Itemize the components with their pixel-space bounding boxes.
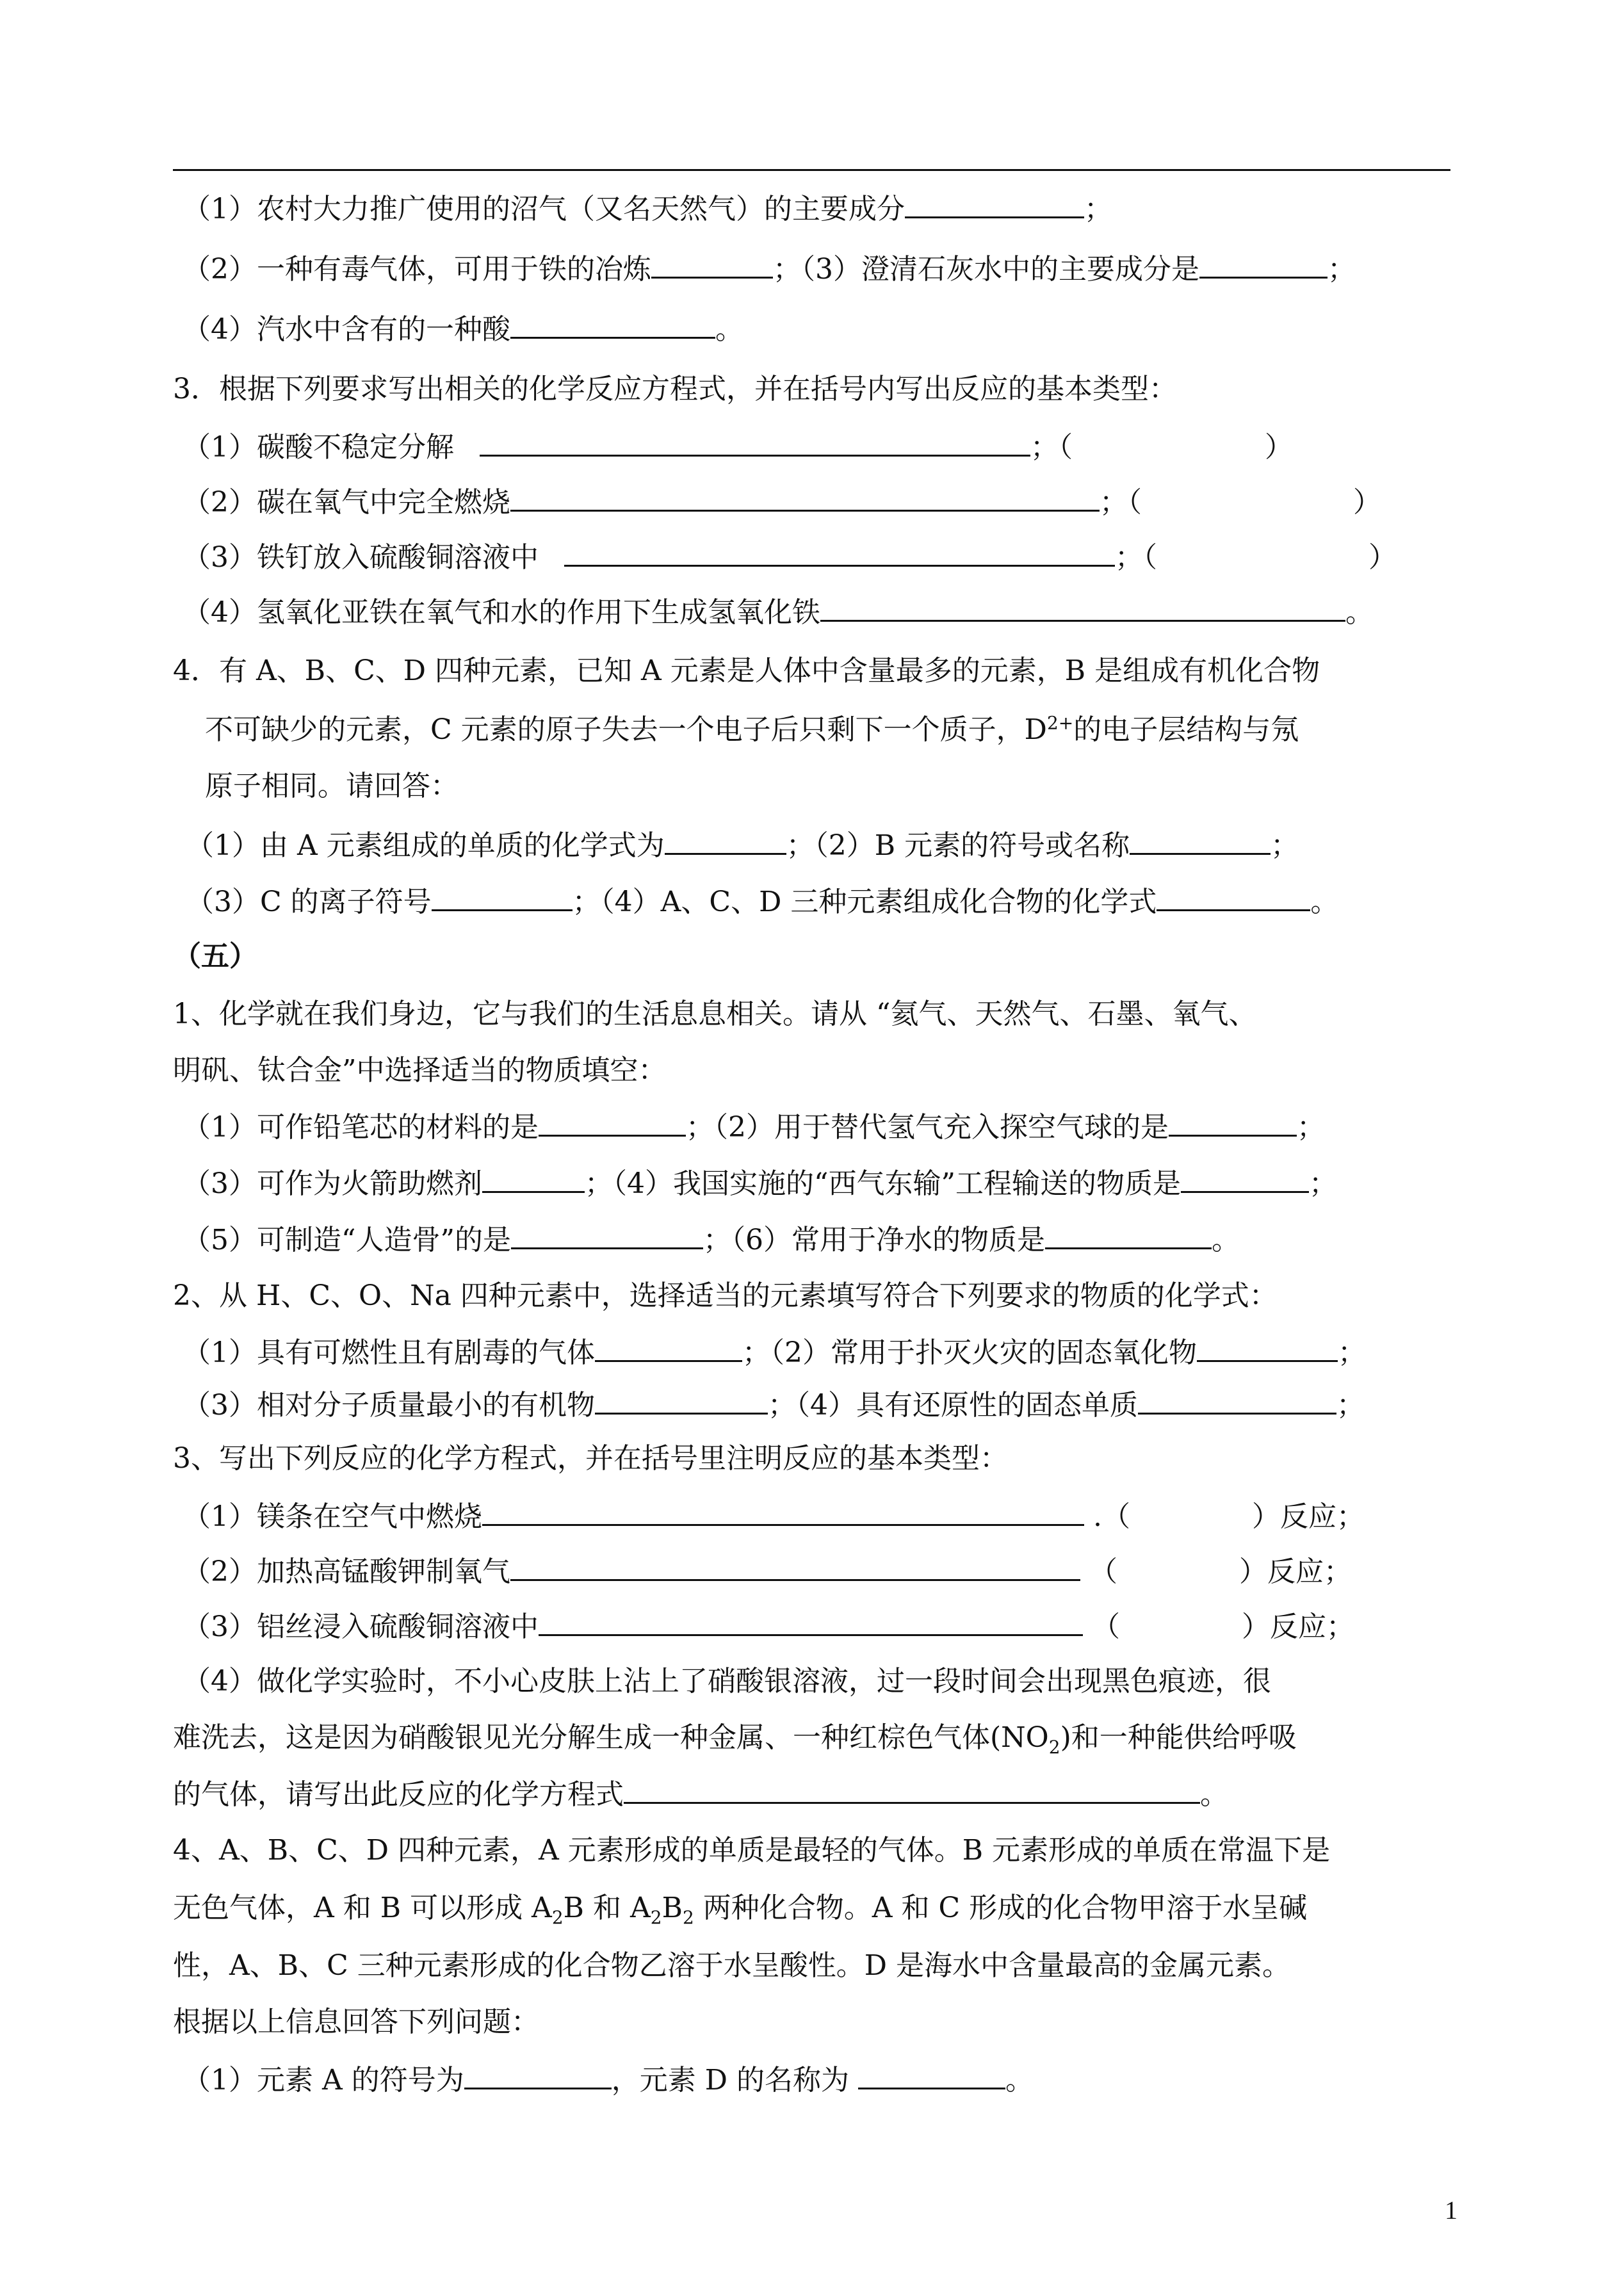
q2-2: （2）一种有毒气体，可用于铁的冶炼 ；（3）澄清石灰水中的主要成分是 ； [183, 250, 1356, 286]
s5-q1-stem: 1、化学就在我们身边，它与我们的生活息息相关。请从 “氦气、天然气、石墨、氧气、 [173, 998, 1257, 1030]
q3-3: （3）铁钉放入硫酸铜溶液中 ；（ ） [183, 538, 1397, 574]
answer-blank[interactable] [651, 250, 773, 279]
s5-q3-4-stem-2: 难洗去，这是因为硝酸银见光分解生成一种金属、一种红棕色气体$(NO_2)$和一种能供给呼吸 [173, 1721, 1297, 1758]
q4-12: （1）由 A 元素组成的单质的化学式为 ；（2）B 元素的符号或名称 ； [186, 826, 1299, 862]
s5-q1-56: （5）可制造“人造骨”的是 ；（6）常用于净水的物质是 。 [183, 1220, 1240, 1256]
q4-stem-3: 原子相同。请回答： [205, 770, 459, 802]
answer-blank[interactable] [595, 1333, 742, 1362]
q4-stem: 4．有 A、B、C、D 四种元素，已知 A 元素是人体中含量最多的元素，B 是组成有机化合物 [173, 654, 1320, 687]
equation-blank[interactable] [510, 1552, 1080, 1581]
s5-q3-1: （1）镁条在空气中燃烧 .（ ）反应； [183, 1497, 1365, 1533]
s5-q3-stem: 3、写出下列反应的化学方程式，并在括号里注明反应的基本类型： [173, 1442, 1008, 1475]
s5-q3-2: （2）加热高锰酸钾制氧气 （ ）反应； [183, 1552, 1352, 1588]
q2-4: （4）汽水中含有的一种酸 。 [183, 310, 743, 346]
q3-1: （1）碳酸不稳定分解 ；（ ） [183, 428, 1293, 464]
s5-q1-12: （1）可作铅笔芯的材料的是 ；（2）用于替代氢气充入探空气球的是 ； [183, 1108, 1325, 1144]
q3-2: （2）碳在氧气中完全燃烧 ；（ ） [183, 483, 1381, 519]
s5-q3-3: （3）铝丝浸入硫酸铜溶液中 （ ）反应； [183, 1607, 1354, 1643]
answer-blank[interactable] [1138, 1386, 1336, 1415]
s5-q3-4-answer: 的气体，请写出此反应的化学方程式 。 [173, 1775, 1228, 1811]
q4-34: （3）C 的离子符号 ；（4）A、C、D 三种元素组成化合物的化学式 。 [186, 882, 1338, 918]
answer-blank[interactable] [1197, 1333, 1338, 1362]
equation-blank[interactable] [820, 593, 1345, 622]
equation-blank[interactable] [482, 1497, 1084, 1526]
answer-blank[interactable] [1130, 826, 1271, 855]
answer-blank[interactable] [511, 1220, 703, 1249]
answer-blank[interactable] [595, 1386, 768, 1415]
header-rule [173, 169, 1450, 171]
s5-q4-1: （1）元素 A 的符号为 ，元素 D 的名称为 。 [183, 2061, 1034, 2096]
answer-blank[interactable] [432, 882, 572, 911]
s5-q3-4-stem: （4）做化学实验时，不小心皮肤上沾上了硝酸银溶液，过一段时间会出现黑色痕迹，很 [183, 1665, 1271, 1698]
s5-q2-34: （3）相对分子质量最小的有机物 ；（4）具有还原性的固态单质 ； [183, 1386, 1365, 1422]
q3-stem: 3．根据下列要求写出相关的化学反应方程式，并在括号内写出反应的基本类型： [173, 373, 1177, 405]
s5-q4-stem-2: 无色气体，A 和 B 可以形成 $A_2B$ 和 $A_2B_2$ 两种化合物。A 和 C 形成的化合物甲溶于水呈碱 [173, 1892, 1308, 1928]
s5-q2-12: （1）具有可燃性且有剧毒的气体 ；（2）常用于扑灭火灾的固态氧化物 ； [183, 1333, 1366, 1369]
equation-blank[interactable] [539, 1607, 1083, 1636]
q4-stem-2: 不可缺少的元素，C 元素的原子失去一个电子后只剩下一个质子，$D^{2+}$的电子层结构与氖 [205, 712, 1299, 746]
equation-blank[interactable] [510, 483, 1100, 512]
equation-blank[interactable] [624, 1775, 1200, 1804]
answer-blank[interactable] [482, 1164, 585, 1193]
answer-blank[interactable] [1199, 250, 1328, 279]
s5-q1-34: （3）可作为火箭助燃剂 ；（4）我国实施的“西气东输”工程输送的物质是 ； [183, 1164, 1337, 1200]
answer-blank[interactable] [1181, 1164, 1309, 1193]
q2-1: （1）农村大力推广使用的沼气（又名天然气）的主要成分 ； [183, 190, 1112, 225]
answer-blank[interactable] [464, 2061, 612, 2089]
answer-blank[interactable] [1045, 1220, 1212, 1249]
q3-4: （4）氢氧化亚铁在氧气和水的作用下生成氢氧化铁 。 [183, 593, 1374, 629]
answer-blank[interactable] [1157, 882, 1310, 911]
s5-q2-stem: 2、从 H、C、O、Na 四种元素中，选择适当的元素填写符合下列要求的物质的化学式： [173, 1279, 1278, 1312]
answer-blank[interactable] [1169, 1108, 1297, 1137]
page-number: 1 [1445, 2196, 1458, 2225]
s5-q1-stem-2: 明矾、钛合金”中选择适当的物质填空： [173, 1054, 667, 1087]
answer-blank[interactable] [858, 2061, 1005, 2089]
section-heading: （五） [173, 940, 257, 973]
answer-blank[interactable] [510, 310, 715, 339]
answer-blank[interactable] [539, 1108, 686, 1137]
s5-q4-stem-4: 根据以上信息回答下列问题： [173, 2006, 539, 2038]
s5-q4-stem-3: 性，A、B、C 三种元素形成的化合物乙溶于水呈酸性。D 是海水中含量最高的金属元素。 [173, 1949, 1291, 1982]
s5-q4-stem: 4、A、B、C、D 四种元素，A 元素形成的单质是最轻的气体。B 元素形成的单质在常温下是 [173, 1834, 1331, 1867]
answer-blank[interactable] [905, 190, 1084, 218]
equation-blank[interactable] [564, 538, 1115, 567]
answer-blank[interactable] [665, 826, 786, 855]
equation-blank[interactable] [480, 428, 1030, 457]
